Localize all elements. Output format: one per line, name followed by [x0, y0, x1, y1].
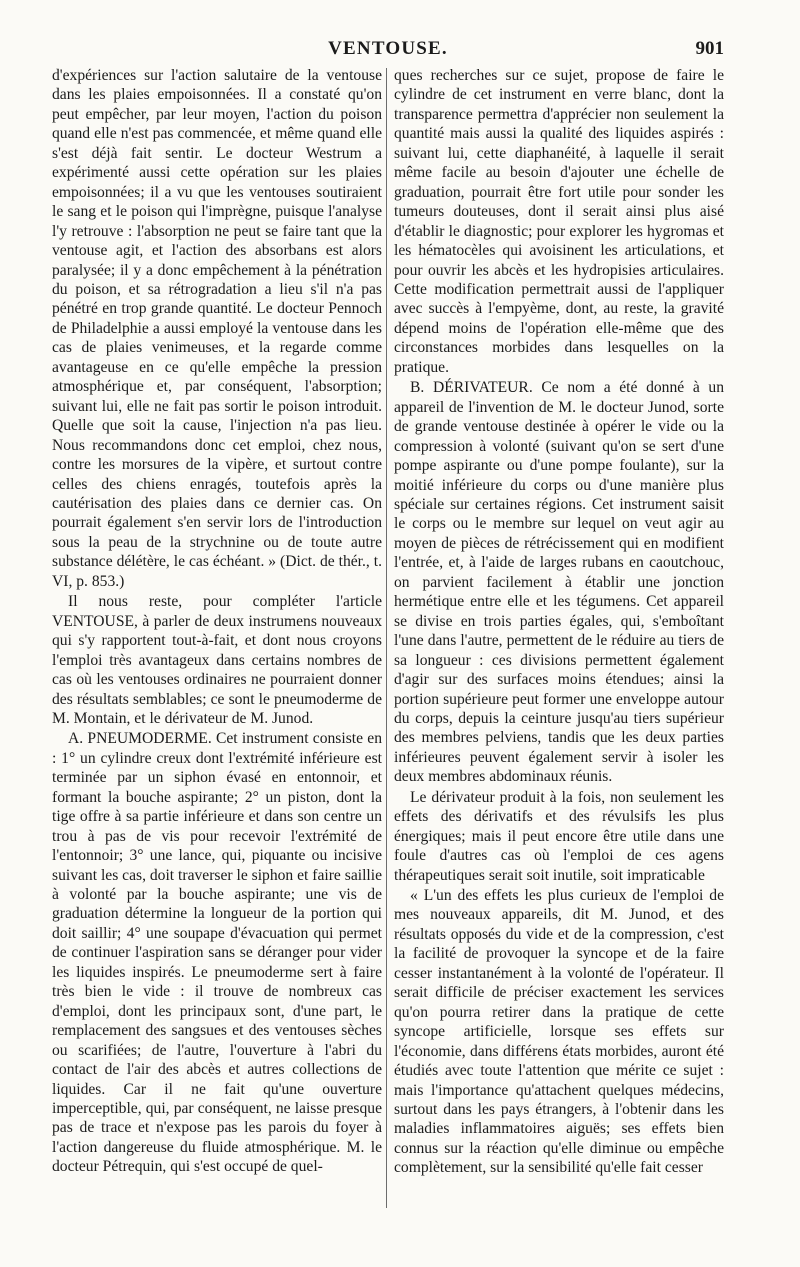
page-header: [52, 38, 724, 64]
paragraph: B. DÉRIVATEUR. Ce nom a été donné à un appareil de l'invention de M. le docteur Junod, sorte de grande ventouse destinée à opérer le vide ou la compression à volonté (suivant qu'on se sert d'une pompe aspirante ou d'une pompe foulante), sur la moitié inférieure du corps ou d'une manière plus spéciale sur certaines régions. Cet instrument saisit le corps ou le membre sur lequel on veut agir au moyen de pièces de rétrécissement qui en modifient l'entrée, et, à l'aide de larges rubans en caoutchouc, on parvient facilement à établir une jonction hermétique entre elle et les tégumens. Cet appareil se divise en trois parties égales, qui, s'emboîtant l'une dans l'autre, permettent de le réduire au tiers de sa longueur : ces divisions permettent également d'agir sur des surfaces moins étendues; ainsi la portion supérieure peut former une enveloppe autour du corps, depuis la ceinture jusqu'au tiers supérieur des membres pelviens, tandis que les deux parties inférieures peuvent également servir à isoler les deux membres abdominaux réunis.: [394, 379, 724, 786]
paragraph: d'expériences sur l'action salutaire de la ventouse dans les plaies empoisonnées. Il a constaté qu'on peut empêcher, par leur moyen, l'action du poison quand elle n'est pas commencée, et même quand elle s'est déjà fait sentir. Le docteur Westrum a expérimenté aussi cette opération sur les plaies empoisonnées; il a vu que les ventouses soutiraient le sang et le poison qui l'imprègne, puisque l'analyse l'y retrouve : l'absorption ne peut se faire tant que la ventouse agit, et l'action des absorbans est alors paralysée; il y a donc empêchement à la pénétration du poison, et sa rétrogradation a lieu s'il n'a pas pénétré en trop grande quantité. Le docteur Pennoch de Philadelphie a aussi employé la ventouse dans les cas de plaies venimeuses, et la regarde comme avantageuse en ce qu'elle empêche la pression atmosphérique et, par conséquent, l'absorption; suivant lui, elle ne fait pas sortir le poison introduit. Quelle que soit la cause, l'injection n'a pas lieu. Nous recommandons donc cet emploi, chez nous, contre les morsures de la vipère, et surtout contre celles des chiens enragés, toutefois après la cautérisation des plaies dans ce dernier cas. On pourrait également s'en servir lors de l'introduction sous la peau de la strychnine ou de toute autre substance délétère, le cas échéant. » (Dict. de thér., t. VI, p. 853.): [52, 67, 382, 590]
paragraph: « L'un des effets les plus curieux de l'emploi de mes nouveaux appareils, dit M. Junod, et des résultats opposés du vide et de la compression, c'est la facilité de provoquer la syncope et de la faire cesser instantanément à la volonté de l'opérateur. Il serait difficile de préciser exactement les services qu'on pourra retirer dans la pratique de cette syncope artificielle, lorsque ses effets sur l'économie, dans différens états morbides, auront été étudiés avec toute l'attention que mérite ce sujet : mais l'importance qu'attachent quelques médecins, surtout dans les pays étrangers, à l'obtenir dans les maladies inflammatoires aiguës; ses effets bien connus sur la réaction qu'elle diminue ou empêche complètement, sur la sensibilité qu'elle fait cesser: [394, 887, 724, 1177]
paragraph: Le dérivateur produit à la fois, non seulement les effets des dérivatifs et des révulsifs les plus énergiques; mais il peut encore être utile dans une foule d'autres cas où l'emploi de ces agens thérapeutiques serait soit inutile, soit impraticable: [394, 788, 724, 884]
paragraph: A. PNEUMODERME. Cet instrument consiste en : 1° un cylindre creux dont l'extrémité inférieure est terminée par un siphon évasé en entonnoir, et formant la bouche aspirante; 2° un piston, dont la tige offre à sa partie inférieure et dans son centre un trou à pas de vis pour recevoir l'extrémité de l'entonnoir; 3° une lance, qui, piquante ou incisive suivant les cas, doit traverser le siphon et faire saillie à volonté par la bouche aspirante; une vis de graduation détermine la longueur de la portion qui doit saillir; 4° une soupape d'évacuation qui permet de continuer l'aspiration sans se déranger pour vider les liquides inspirés. Le pneumoderme sert à faire très bien le vide : il trouve de nombreux cas d'emploi, dont les principaux sont, d'une part, le remplacement des sangsues et des ventouses sèches ou scarifiées; de l'autre, l'ouverture à l'abri du contact de l'air des abcès et autres collections de liquides. Car il ne fait qu'une ouverture imperceptible, qui, par conséquent, ne laisse presque pas de trace et n'expose pas les parois du foyer à l'action dangereuse du fluide atmosphérique. M. le docteur Pétrequin, qui s'est occupé de quel-: [52, 730, 382, 1176]
paragraph: ques recherches sur ce sujet, propose de faire le cylindre de cet instrument en verre blanc, dont la transparence permettra d'apprécier non seulement la quantité mais aussi la qualité des liquides aspirés : suivant lui, cette diaphanéité, à laquelle il serait même facile au besoin d'ajouter une échelle de graduation, pourrait être fort utile pour sonder les tumeurs douteuses, dont il serait ainsi plus aisé d'établir le diagnostic; pour explorer les hygromas et les hématocèles qui avoisinent les articulations, et pour ouvrir les abcès et les hydropisies articulaires. Cette modification permettrait aussi de l'appliquer avec succès à l'empyème, dont, au reste, la gravité dépend moins de l'opération elle-même que des circonstances morbides dans lesquelles on la pratique.: [394, 67, 724, 376]
page-number: 901: [695, 38, 724, 59]
right-column: [394, 66, 724, 1178]
running-title: VENTOUSE.: [328, 38, 448, 59]
left-column: [52, 66, 382, 1177]
paragraph: Il nous reste, pour compléter l'article VENTOUSE, à parler de deux instrumens nouveaux qui s'y rapportent tout-à-fait, et dont nous croyons l'emploi très avantageux dans certains nombres de cas où les ventouses ordinaires ne pourraient donner des résultats semblables; ce sont le pneumoderme de M. Montain, et le dérivateur de M. Junod.: [52, 593, 382, 727]
column-divider: [386, 68, 387, 1208]
